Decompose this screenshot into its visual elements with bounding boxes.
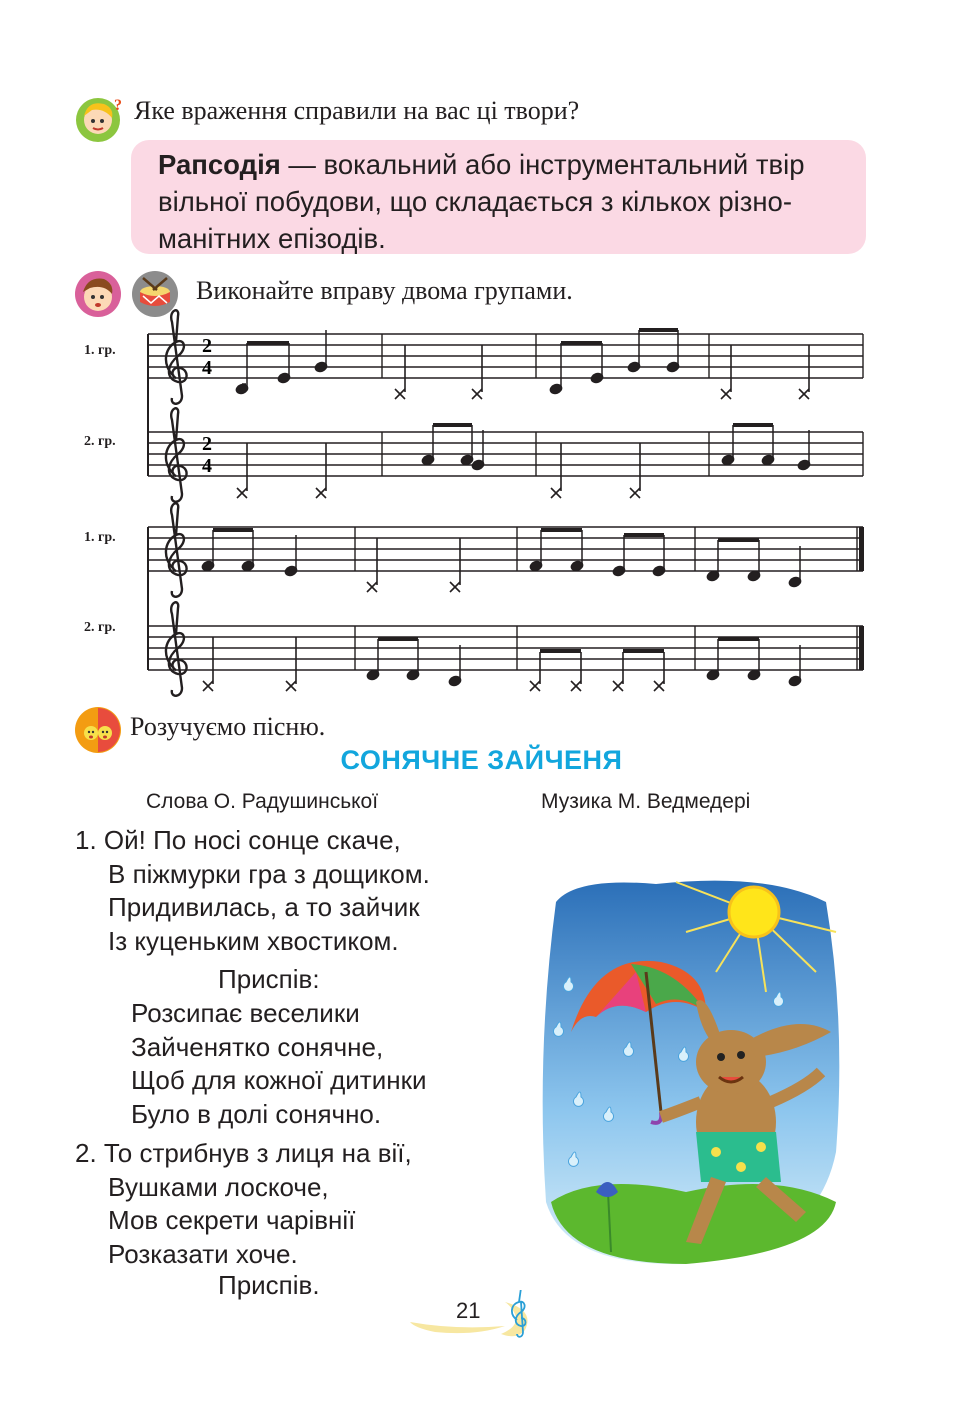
music-credit: Музика М. Ведмедері — [541, 790, 751, 813]
chorus-title: Приспів: — [218, 964, 320, 994]
verse-2 — [75, 1137, 412, 1271]
chorus-line: Було в долі сонячно. — [131, 1098, 382, 1129]
chorus-reference: Приспів. — [218, 1270, 320, 1300]
time-sig-top-2: 2 — [202, 433, 212, 455]
lyrics-credit: Слова О. Радушинської — [146, 790, 379, 813]
chorus — [131, 997, 426, 1131]
chorus-line: Щоб для кожної дитинки — [131, 1065, 427, 1095]
time-sig-top: 2 — [202, 335, 212, 357]
question-text: Яке враження справили на вас ці твори? — [134, 96, 580, 125]
chorus-line: Розсипає веселики — [131, 998, 360, 1028]
group-label-3: 1. гр. — [84, 530, 116, 545]
system-3 — [148, 503, 864, 670]
group-label-2: 2. гр. — [84, 434, 116, 449]
time-sig-bottom: 4 — [202, 357, 212, 379]
definition-term: Рапсодія — [158, 149, 281, 180]
verse-1-line: В піжмурки гра з дощиком. — [108, 858, 430, 889]
verse-1 — [75, 824, 430, 958]
group-label-4: 2. гр. — [84, 620, 116, 635]
verse-1-line: Придивилась, а то зайчик — [108, 892, 420, 922]
time-sig-bottom-2: 4 — [202, 455, 212, 477]
exercise-instruction: Виконайте вправу двома групами. — [196, 276, 573, 305]
definition-line-1: — вокальний або інструментальний твір — [280, 149, 805, 180]
definition-line-3: манітних епізодів. — [158, 223, 386, 254]
verse-2-line: Розказати хоче. — [108, 1238, 298, 1269]
verse-2-line: 2. То стрибнув з лиця на вії, — [75, 1138, 412, 1168]
song-title: СОНЯЧНЕ ЗАЙЧЕНЯ — [340, 745, 623, 775]
group-label-1: 1. гр. — [84, 343, 116, 358]
system-4 — [148, 602, 864, 695]
definition-line-2: вільної побудови, що складається з кількох різно- — [158, 186, 793, 217]
verse-1-line: Із куценьким хвостиком. — [108, 925, 399, 956]
verse-2-line: Вушками лоскоче, — [108, 1171, 329, 1202]
verse-1-line: 1. Ой! По носі сонце скаче, — [75, 825, 401, 855]
chorus-line: Зайченятко сонячне, — [131, 1031, 384, 1062]
page-number: 21 — [456, 1298, 481, 1323]
system-1 — [148, 310, 863, 476]
verse-2-line: Мов секрети чарівнії — [108, 1205, 356, 1235]
svg-text:?: ? — [114, 97, 122, 114]
treble-clef-icon — [166, 310, 187, 403]
rhythm-score — [0, 0, 963, 700]
system-2 — [148, 408, 863, 501]
learn-instruction: Розучуємо пісню. — [130, 712, 326, 741]
bunny-umbrella-illustration — [536, 872, 846, 1272]
